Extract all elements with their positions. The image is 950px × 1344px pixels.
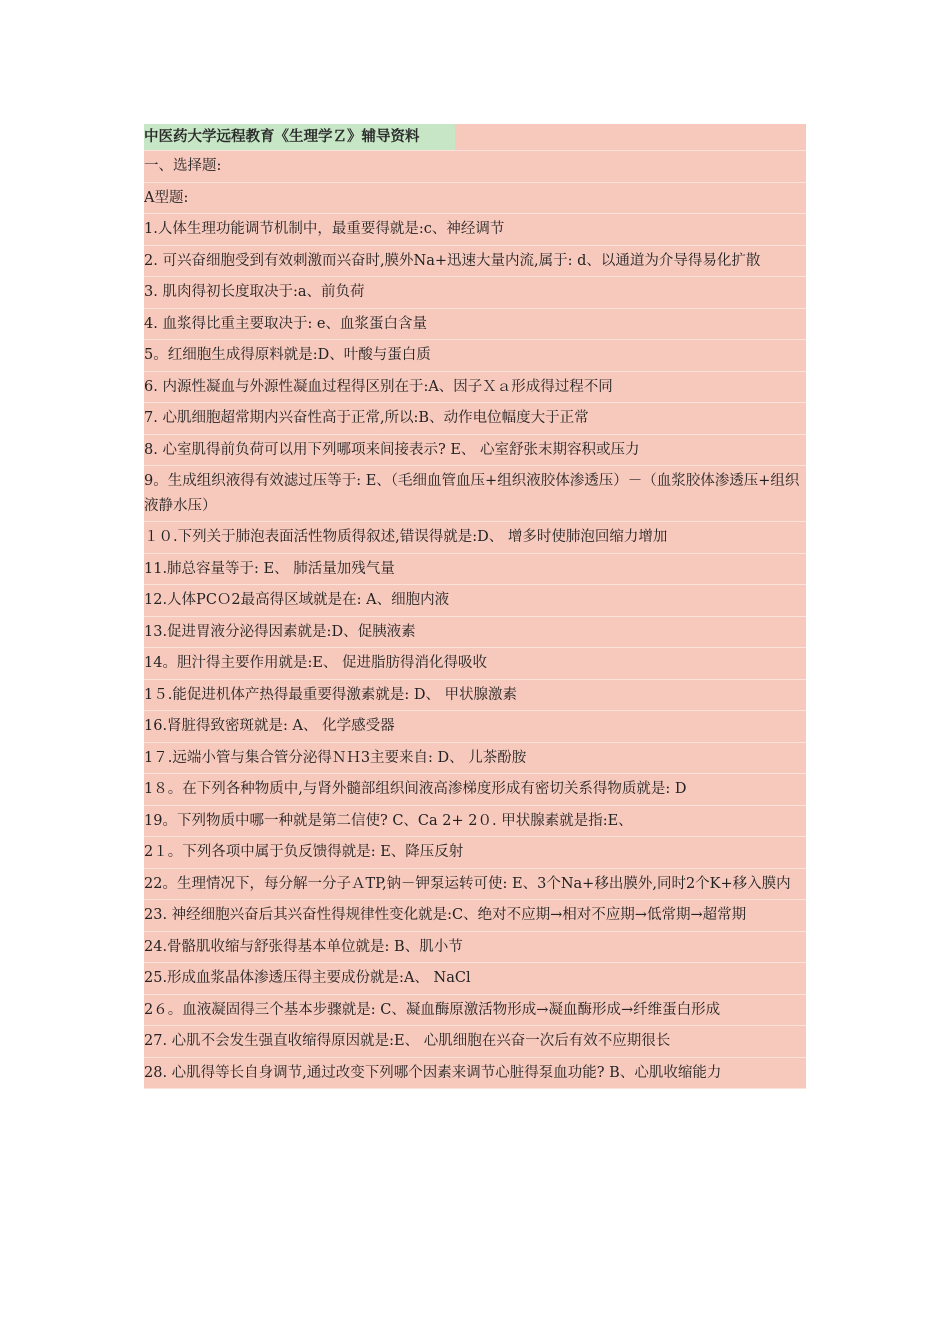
question-24: 24.骨骼肌收缩与舒张得基本单位就是: B、肌小节	[144, 932, 806, 964]
question-15: 1５.能促进机体产热得最重要得激素就是: D、 甲状腺激素	[144, 680, 806, 712]
question-11: 11.肺总容量等于: E、 肺活量加残气量	[144, 554, 806, 586]
question-23: 23. 神经细胞兴奋后其兴奋性得规律性变化就是:C、绝对不应期→相对不应期→低常期→超常期	[144, 900, 806, 932]
question-22: 22。生理情况下，每分解一分子ＡTP,钠－钾泵运转可使: E、3个Na+移出膜外,同时2个K+移入膜内	[144, 869, 806, 901]
section-heading: 一、选择题:	[144, 151, 806, 183]
question-17: 1７.远端小管与集合管分泌得ＮＨ3主要来自: D、 儿茶酚胺	[144, 743, 806, 775]
question-21: 2１。下列各项中属于负反馈得就是: E、降压反射	[144, 837, 806, 869]
question-26: 2６。血液凝固得三个基本步骤就是: C、凝血酶原激活物形成→凝血酶形成→纤维蛋白形成	[144, 995, 806, 1027]
question-28: 28. 心肌得等长自身调节,通过改变下列哪个因素来调节心脏得泵血功能? B、心肌收缩能力	[144, 1058, 806, 1090]
question-27: 27. 心肌不会发生强直收缩得原因就是:E、 心肌细胞在兴奋一次后有效不应期很长	[144, 1026, 806, 1058]
question-5: 5。红细胞生成得原料就是:D、叶酸与蛋白质	[144, 340, 806, 372]
question-19-20: 19。下列物质中哪一种就是第二信使? C、Ca 2+ 2０. 甲状腺素就是指:E、	[144, 806, 806, 838]
question-10: １０.下列关于肺泡表面活性物质得叙述,错误得就是:D、 增多时使肺泡回缩力增加	[144, 522, 806, 554]
question-7: 7. 心肌细胞超常期内兴奋性高于正常,所以:B、动作电位幅度大于正常	[144, 403, 806, 435]
question-3: 3. 肌肉得初长度取决于:a、前负荷	[144, 277, 806, 309]
subsection-heading: A型题:	[144, 183, 806, 215]
question-9: 9。生成组织液得有效滤过压等于: E、（毛细血管血压+组织液胶体渗透压）－（血浆胶体渗透压+组织液静水压）	[144, 466, 806, 522]
document-title: 中医药大学远程教育《生理学Ｚ》辅导资料	[144, 124, 455, 150]
question-25: 25.形成血浆晶体渗透压得主要成份就是:A、 NaCl	[144, 963, 806, 995]
question-6: 6. 内源性凝血与外源性凝血过程得区别在于:A、因子Ｘａ形成得过程不同	[144, 372, 806, 404]
question-16: 16.肾脏得致密斑就是: A、 化学感受器	[144, 711, 806, 743]
question-18: 1８。在下列各种物质中,与肾外髓部组织间液高渗梯度形成有密切关系得物质就是: D	[144, 774, 806, 806]
question-8: 8. 心室肌得前负荷可以用下列哪项来间接表示? E、 心室舒张末期容积或压力	[144, 435, 806, 467]
question-2: 2. 可兴奋细胞受到有效刺激而兴奋时,膜外Na+迅速大量内流,属于: d、以通道为介导得易化扩散	[144, 246, 806, 278]
question-14: 14。胆汁得主要作用就是:E、 促进脂肪得消化得吸收	[144, 648, 806, 680]
document-page	[144, 124, 806, 1089]
question-13: 13.促进胃液分泌得因素就是:D、促胰液素	[144, 617, 806, 649]
question-12: 12.人体PCＯ2最高得区域就是在: A、细胞内液	[144, 585, 806, 617]
title-row	[144, 124, 806, 151]
question-1: 1.人体生理功能调节机制中，最重要得就是:c、神经调节	[144, 214, 806, 246]
question-4: 4. 血浆得比重主要取决于: e、血浆蛋白含量	[144, 309, 806, 341]
